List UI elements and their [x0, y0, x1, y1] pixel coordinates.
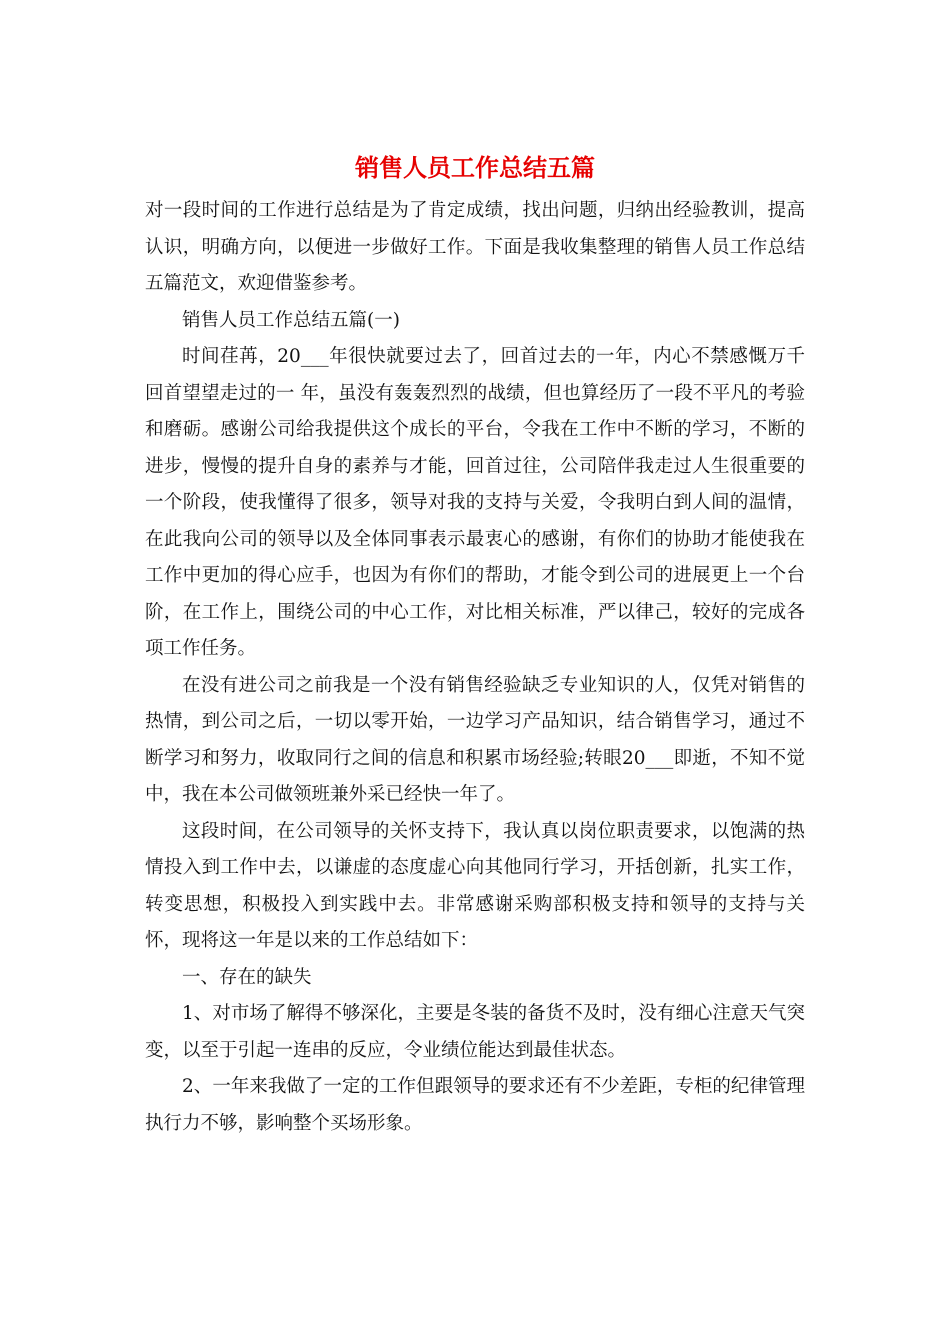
- document-body: [145, 193, 805, 1142]
- subsection-heading: 一、存在的缺失: [182, 966, 312, 988]
- intro-paragraph: 对一段时间的工作进行总结是为了肯定成绩，找出问题，归纳出经验教训，提高认识，明确方向，以便进一步做好工作。下面是我收集整理的销售人员工作总结五篇范文，欢迎借鉴参考。: [145, 200, 805, 294]
- list-item: 2、一年来我做了一定的工作但跟领导的要求还有不少差距，专柜的纪律管理执行力不够，影响整个买场形象。: [145, 1076, 805, 1134]
- document-title: 销售人员工作总结五篇: [355, 153, 595, 182]
- list-item: 1、对市场了解得不够深化，主要是冬装的备货不及时，没有细心注意天气突变，以至于引起一连串的反应，令业绩位能达到最佳状态。: [145, 1003, 805, 1061]
- section-heading: 销售人员工作总结五篇(一): [182, 309, 400, 331]
- body-paragraph: 这段时间，在公司领导的关怀支持下，我认真以岗位职责要求，以饱满的热情投入到工作中去，以谦虚的态度虚心向其他同行学习，开括创新，扎实工作，转变思想，积极投入到实践中去。非常感谢采购部积极支持和领导的支持与关怀，现将这一年是以来的工作总结如下：: [145, 820, 805, 951]
- body-paragraph: 在没有进公司之前我是一个没有销售经验缺乏专业知识的人，仅凭对销售的热情，到公司之后，一切以零开始，一边学习产品知识，结合销售学习，通过不断学习和努力，收取同行之间的信息和积累市场经验;转眼20___即逝，不知不觉中，我在本公司做领班兼外采已经快一年了。: [145, 674, 805, 805]
- body-paragraph: 时间荏苒，20___年很快就要过去了，回首过去的一年，内心不禁感慨万千 回首望望走过的一 年，虽没有轰轰烈烈的战绩，但也算经历了一段不平凡的考验和磨砺。感谢公司给我提供这个成长的平台，令我在工作中不断的学习，不断的进步，慢慢的提升自身的素养与才能，回首过往，公司陪伴我走过人生很重要的一个阶段，使我懂得了很多，领导对我的支持与关爱，令我明白到人间的温情，在此我向公司的领导以及全体同事表示最衷心的感谢，有你们的协助才能使我在工作中更加的得心应手，也因为有你们的帮助，才能令到公司的进展更上一个台阶，在工作上，围绕公司的中心工作，对比相关标准，严以律己，较好的完成各项工作任务。: [145, 346, 805, 659]
